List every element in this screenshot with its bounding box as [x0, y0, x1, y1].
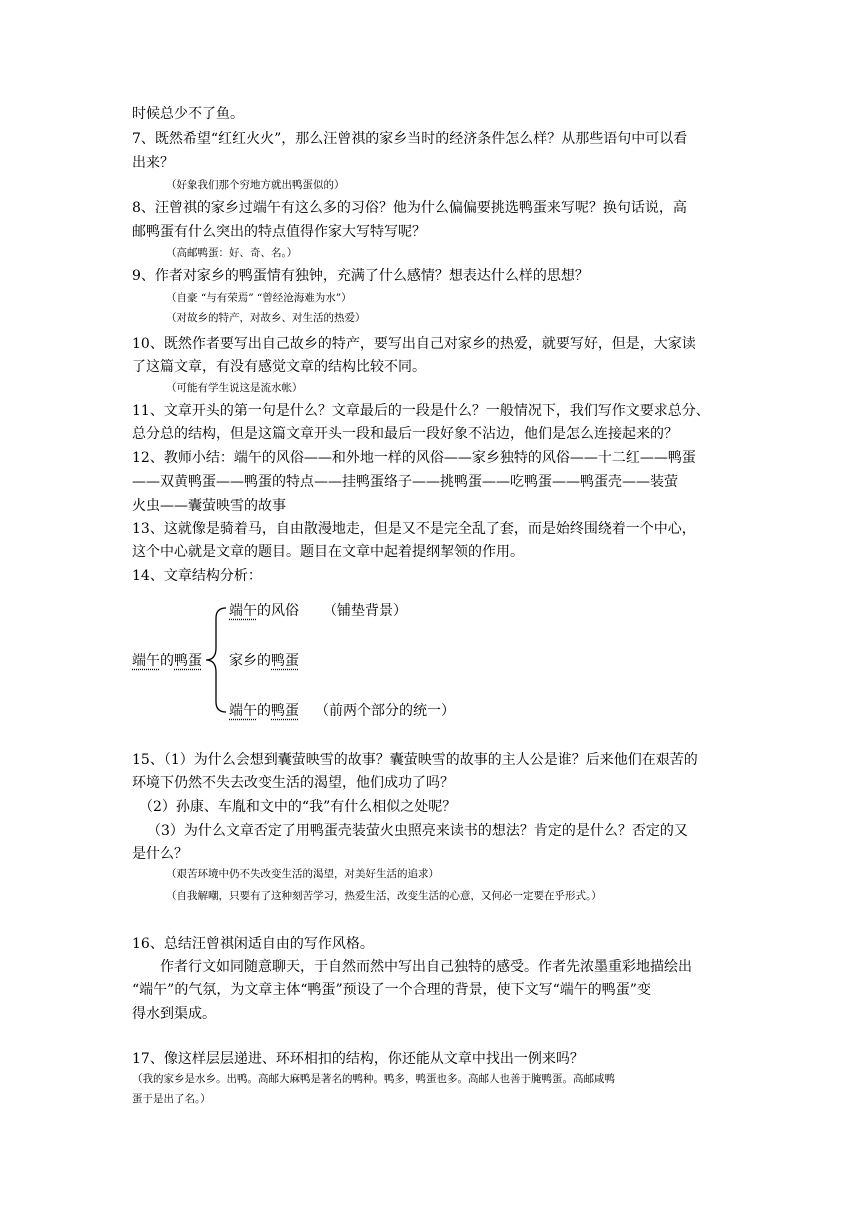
answer-note: （高邮鸭蛋：好、奇、名。） — [166, 247, 298, 259]
text-line: 时候总少不了鱼。 — [132, 106, 244, 122]
question-11: 11、文章开头的第一句是什么？文章最后的一段是什么？一般情况下，我们写作文要求总分、 — [132, 403, 710, 419]
answer-note: （艰苦环境中仍不失改变生活的渴望，对美好生活的追求） — [166, 868, 439, 880]
text-line: 邮鸭蛋有什么突出的特点值得作家大写特写呢？ — [132, 224, 426, 240]
text-line: “端午”的气氛，为文章主体“鸭蛋”预设了一个合理的背景，使下文写“端午的鸭蛋”变 — [132, 982, 651, 998]
item-13: 13、这就像是骑着马，自由散漫地走，但是又不是完全乱了套，而是始终围绕着一个中心， — [132, 521, 696, 537]
text-line: 火虫——囊萤映雪的故事 — [132, 498, 286, 514]
question-10: 10、既然作者要写出自己故乡的特产，要写出自己对家乡的热爱，就要写好，但是，大家读 — [132, 336, 696, 352]
question-9: 9、作者对家乡的鸭蛋情有独钟，充满了什么感情？想表达什么样的思想？ — [132, 268, 589, 284]
structure-branch-2: 家乡的鸭蛋 — [229, 653, 299, 669]
text-line: 环境下仍然不失去改变生活的渴望，他们成功了吗？ — [132, 775, 454, 791]
text-line: 是什么？ — [132, 846, 188, 862]
item-12: 12、教师小结：端午的风俗——和外地一样的风俗——家乡独特的风俗——十二红——鸭蛋 — [132, 450, 696, 466]
answer-note: （我的家乡是水乡。出鸭。高邮大麻鸭是著名的鸭种。鸭多，鸭蛋也多。高邮人也善于腌鸭蛋。高邮咸鸭 — [132, 1073, 615, 1085]
answer-note: 蛋于是出了名。） — [132, 1093, 211, 1105]
text-line: ——双黄鸭蛋——鸭蛋的特点——挂鸭蛋络子——挑鸭蛋——吃鸭蛋——鸭蛋壳——装萤 — [132, 474, 678, 490]
question-15-2: （2）孙康、车胤和文中的“我”有什么相似之处呢？ — [139, 799, 457, 815]
answer-note: （好象我们那个穷地方就出鸭蛋似的） — [166, 179, 345, 191]
answer-note: （可能有学生说这是流水帐） — [166, 382, 303, 394]
structure-branch-1: 端午的风俗 （铺垫背景） — [229, 603, 407, 619]
question-7: 7、既然希望“红红火火”，那么汪曾祺的家乡当时的经济条件怎么样？从那些语句中可以看 — [132, 131, 688, 147]
text-line: 这个中心就是文章的题目。题目在文章中起着提纲挈领的作用。 — [132, 544, 524, 560]
question-15-3: （3）为什么文章否定了用鸭蛋壳装萤火虫照亮来读书的想法？肯定的是什么？否定的又 — [147, 823, 688, 839]
text-line: 得水到渠成。 — [132, 1006, 216, 1022]
question-17: 17、像这样层层递进、环环相扣的结构，你还能从文章中找出一例来吗？ — [132, 1051, 584, 1067]
item-14: 14、文章结构分析： — [132, 568, 262, 584]
answer-note: （对故乡的特产，对故乡、对生活的热爱） — [166, 312, 366, 324]
structure-root: 端午的鸭蛋 — [132, 653, 202, 669]
text-line: 总分总的结构，但是这篇文章开头一段和最后一段好象不沾边，他们是怎么连接起来的？ — [132, 426, 678, 442]
answer-note: （自豪 “与有荣焉” “曾经沧海难为水”） — [166, 292, 352, 304]
answer-note: （自我解嘲，只要有了这种刻苦学习，热爱生活，改变生活的心意，又何必一定要在乎形式。） — [166, 890, 602, 902]
question-8: 8、汪曾祺的家乡过端午有这么多的习俗？他为什么偏偏要挑选鸭蛋来写呢？换句话说，高 — [132, 200, 687, 216]
paragraph: 作者行文如同随意聊天，于自然而然中写出自己独特的感受。作者先浓墨重彩地描绘出 — [160, 959, 692, 975]
question-16: 16、总结汪曾祺闲适自由的写作风格。 — [132, 936, 374, 952]
question-15: 15、（1）为什么会想到囊萤映雪的故事？囊萤映雪的故事的主人公是谁？后来他们在艰苦的 — [132, 752, 698, 768]
structure-branch-3: 端午的鸭蛋 （前两个部分的统一） — [229, 703, 455, 719]
text-line: 了这篇文章，有没有感觉文章的结构比较不同。 — [132, 359, 426, 375]
text-line: 出来？ — [132, 155, 174, 171]
